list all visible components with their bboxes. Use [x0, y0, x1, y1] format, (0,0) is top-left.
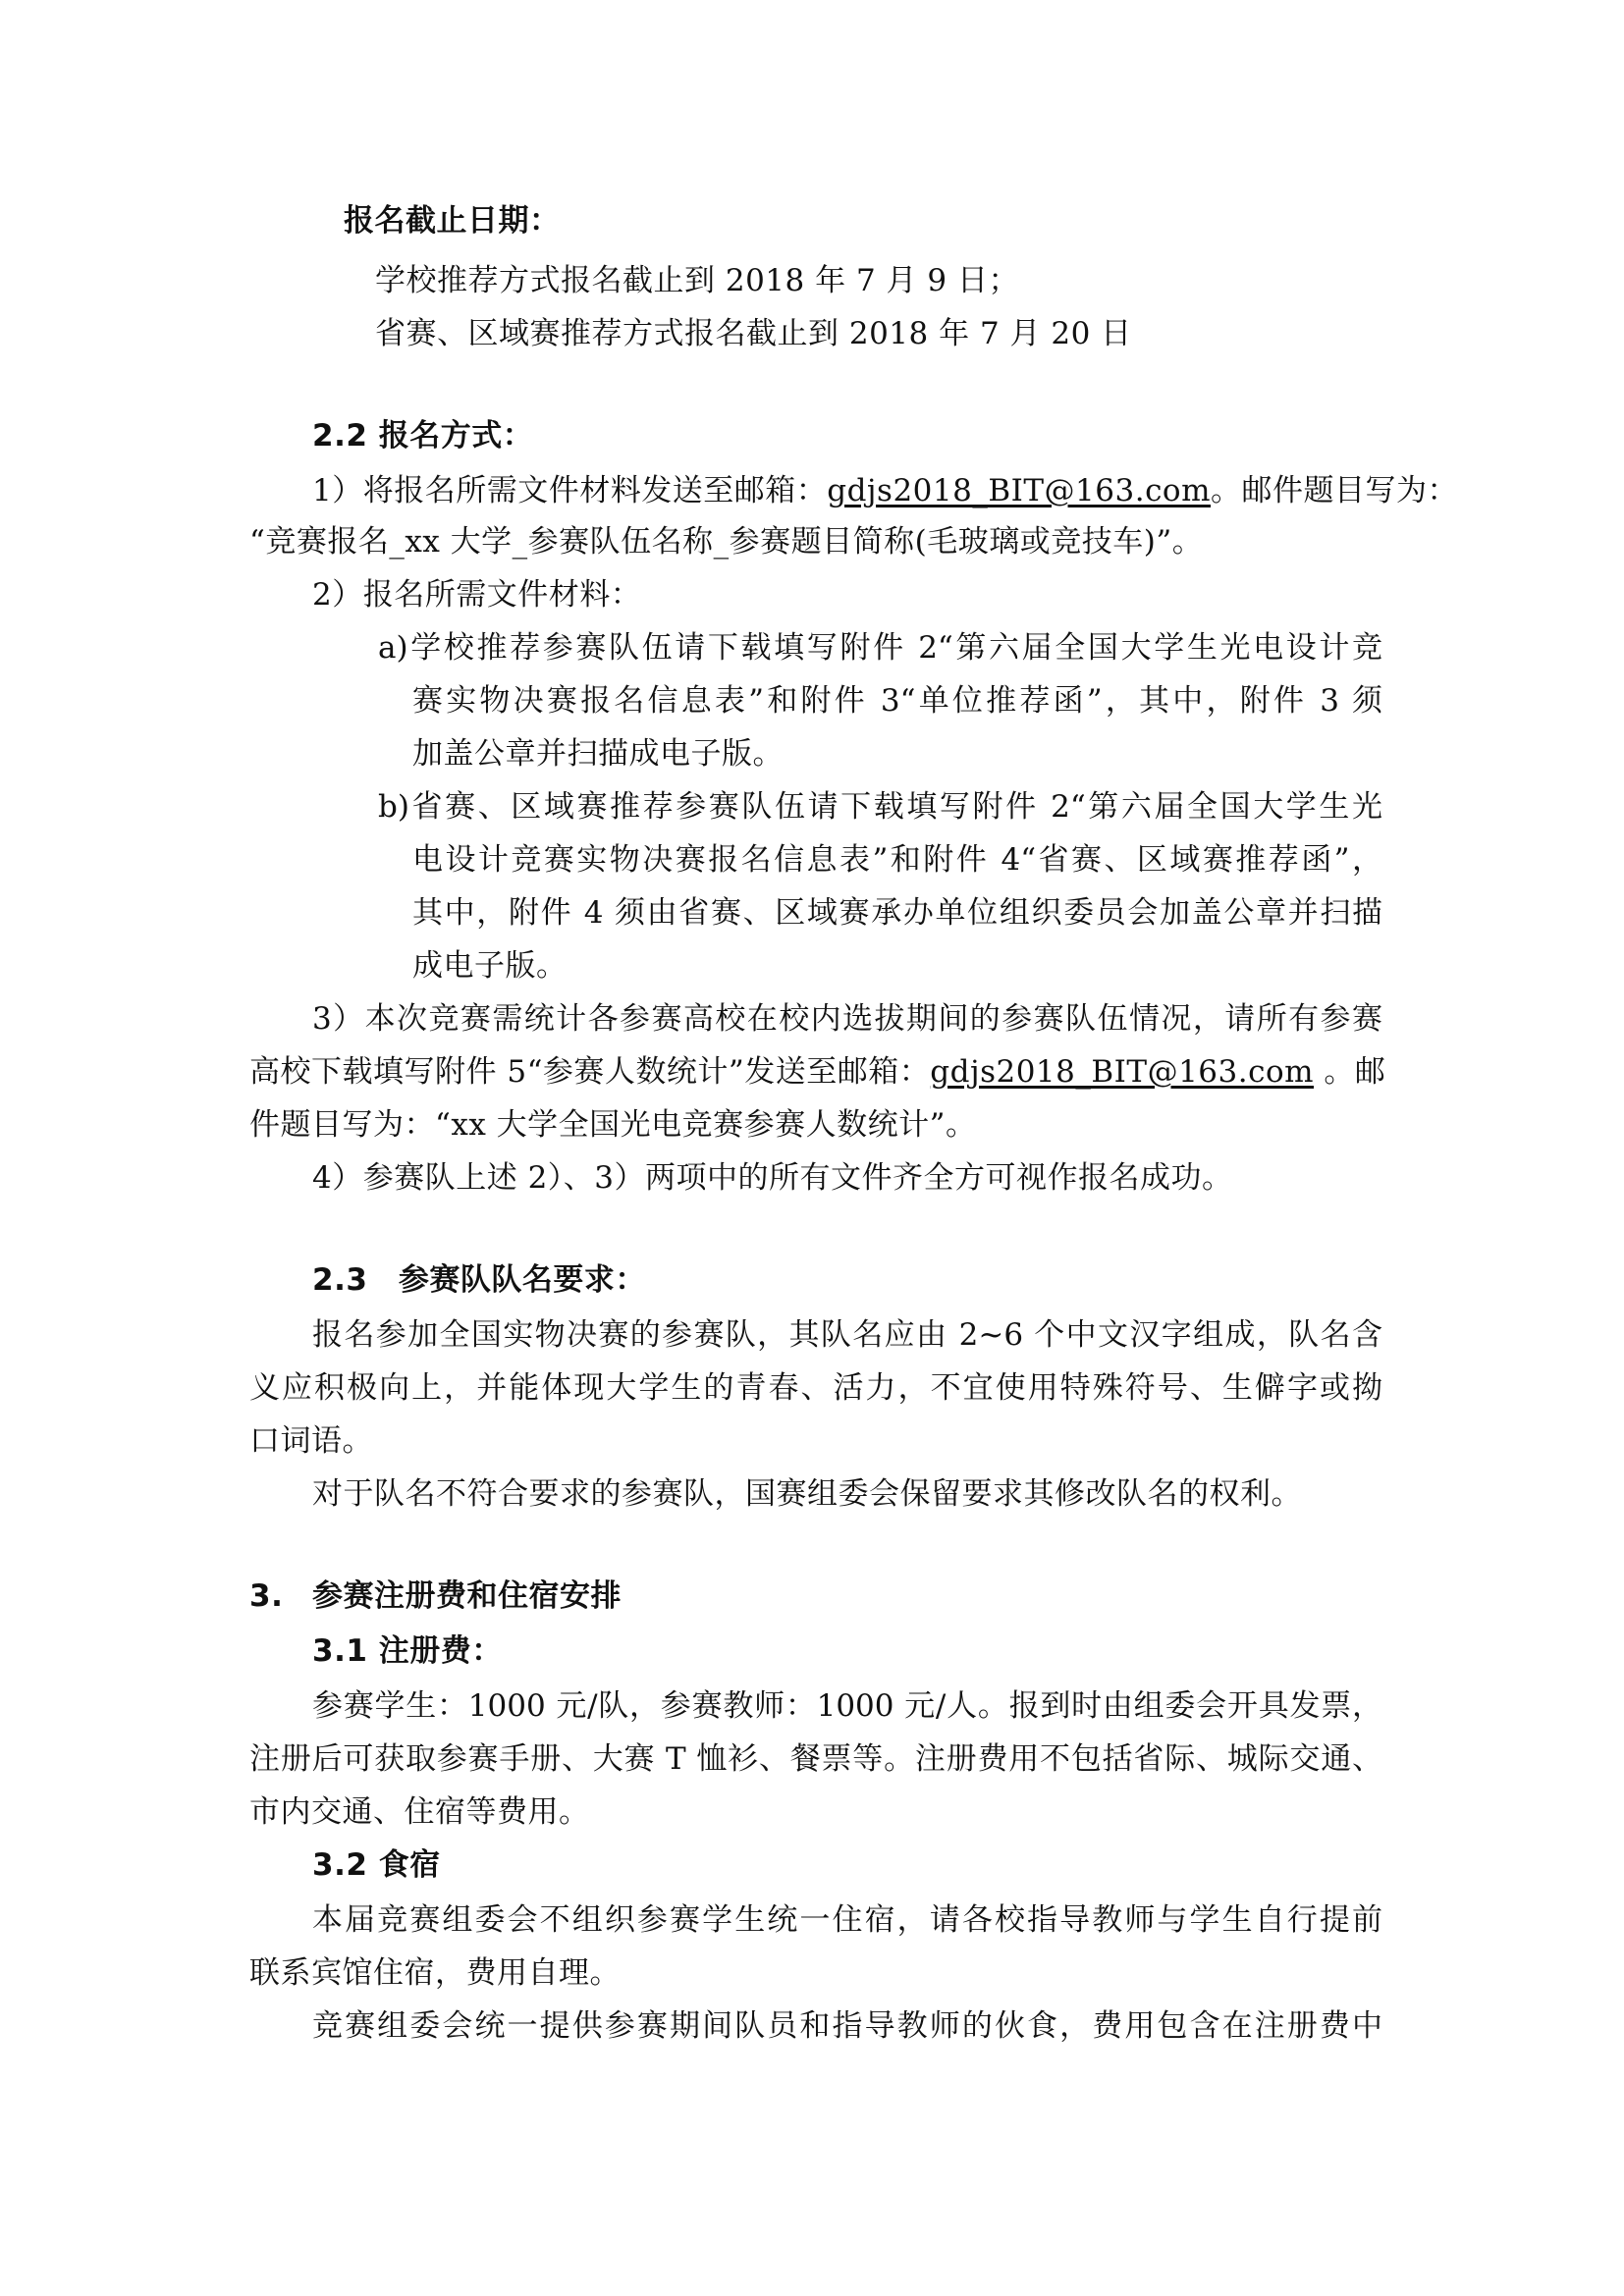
s22-paragraph-3-line-2 [249, 1052, 1385, 1092]
s22-p1-text-b: 。邮件题目写为： [1210, 473, 1458, 508]
s32-line-1: 本届竞赛组委会不组织参赛学生统一住宿，请各校指导教师与学生自行提前 [312, 1902, 1382, 1938]
s22-p3-text-a: 高校下载填写附件 5“参赛人数统计”发送至邮箱： [249, 1054, 931, 1090]
s32-line-2: 联系宾馆住宿，费用自理。 [249, 1955, 621, 1991]
deadline-regional: 省赛、区域赛推荐方式报名截止到 2018 年 7 月 20 日 [375, 316, 1132, 351]
s31-line-3: 市内交通、住宿等费用。 [249, 1794, 590, 1830]
section-2-3-heading: 2.3 参赛队队名要求： [312, 1262, 646, 1298]
section-3-heading: 参赛注册费和住宿安排 [312, 1578, 622, 1614]
s22-item-b-line-1: b)省赛、区域赛推荐参赛队伍请下载填写附件 2“第六届全国大学生光 [378, 789, 1382, 825]
s22-paragraph-1-line-2: “竞赛报名_xx 大学_参赛队伍名称_参赛题目简称(毛玻璃或竞技车)”。 [249, 524, 1204, 560]
email-link[interactable]: gdjs2018_BIT@163.com [930, 1054, 1315, 1090]
s31-line-2: 注册后可获取参赛手册、大赛 T 恤衫、餐票等。注册费用不包括省际、城际交通、 [249, 1741, 1382, 1777]
deadline-school: 学校推荐方式报名截止到 2018 年 7 月 9 日； [375, 263, 1019, 298]
s22-p1-text-a: 1）将报名所需文件材料发送至邮箱： [312, 473, 828, 508]
s22-item-b-line-2: 电设计竞赛实物决赛报名信息表”和附件 4“省赛、区域赛推荐函”， [412, 842, 1382, 878]
s22-item-b-line-4: 成电子版。 [412, 948, 568, 984]
s31-line-1: 参赛学生：1000 元/队，参赛教师：1000 元/人。报到时由组委会开具发票， [312, 1688, 1382, 1724]
email-link[interactable]: gdjs2018_BIT@163.com [827, 473, 1211, 508]
deadline-heading: 报名截止日期： [344, 203, 561, 239]
s22-item-b-line-3: 其中，附件 4 须由省赛、区域赛承办单位组织委员会加盖公章并扫描 [412, 895, 1382, 931]
s23-paragraph-1-line-2: 义应积极向上，并能体现大学生的青春、活力，不宜使用特殊符号、生僻字或拗 [249, 1370, 1382, 1406]
s22-paragraph-4: 4）参赛队上述 2）、3）两项中的所有文件齐全方可视作报名成功。 [312, 1160, 1233, 1196]
section-3-1-heading: 3.1 注册费： [312, 1633, 503, 1669]
s22-item-a-line-3: 加盖公章并扫描成电子版。 [412, 736, 784, 772]
s22-p3-text-b: 。邮 [1314, 1054, 1386, 1090]
section-2-2-heading: 2.2 报名方式： [312, 418, 534, 454]
section-3-number: 3. [249, 1578, 284, 1614]
s22-paragraph-3-line-1: 3）本次竞赛需统计各参赛高校在校内选拔期间的参赛队伍情况，请所有参赛 [312, 1001, 1382, 1037]
s23-paragraph-1-line-3: 口词语。 [249, 1423, 373, 1459]
section-3-2-heading: 3.2 食宿 [312, 1847, 441, 1883]
s22-paragraph-3-line-3: 件题目写为：“xx 大学全国光电竞赛参赛人数统计”。 [249, 1107, 977, 1143]
s22-paragraph-1-line-1 [312, 471, 1458, 510]
s22-item-a-line-1: a)学校推荐参赛队伍请下载填写附件 2“第六届全国大学生光电设计竞 [378, 630, 1382, 666]
s23-paragraph-1-line-1: 报名参加全国实物决赛的参赛队，其队名应由 2~6 个中文汉字组成，队名含 [312, 1317, 1382, 1353]
s22-item-a-line-2: 赛实物决赛报名信息表”和附件 3“单位推荐函”，其中，附件 3 须 [412, 683, 1382, 719]
s23-paragraph-2: 对于队名不符合要求的参赛队，国赛组委会保留要求其修改队名的权利。 [312, 1476, 1302, 1512]
s22-paragraph-2: 2）报名所需文件材料： [312, 577, 642, 613]
s32-line-3: 竞赛组委会统一提供参赛期间队员和指导教师的伙食，费用包含在注册费中 [312, 2008, 1382, 2044]
